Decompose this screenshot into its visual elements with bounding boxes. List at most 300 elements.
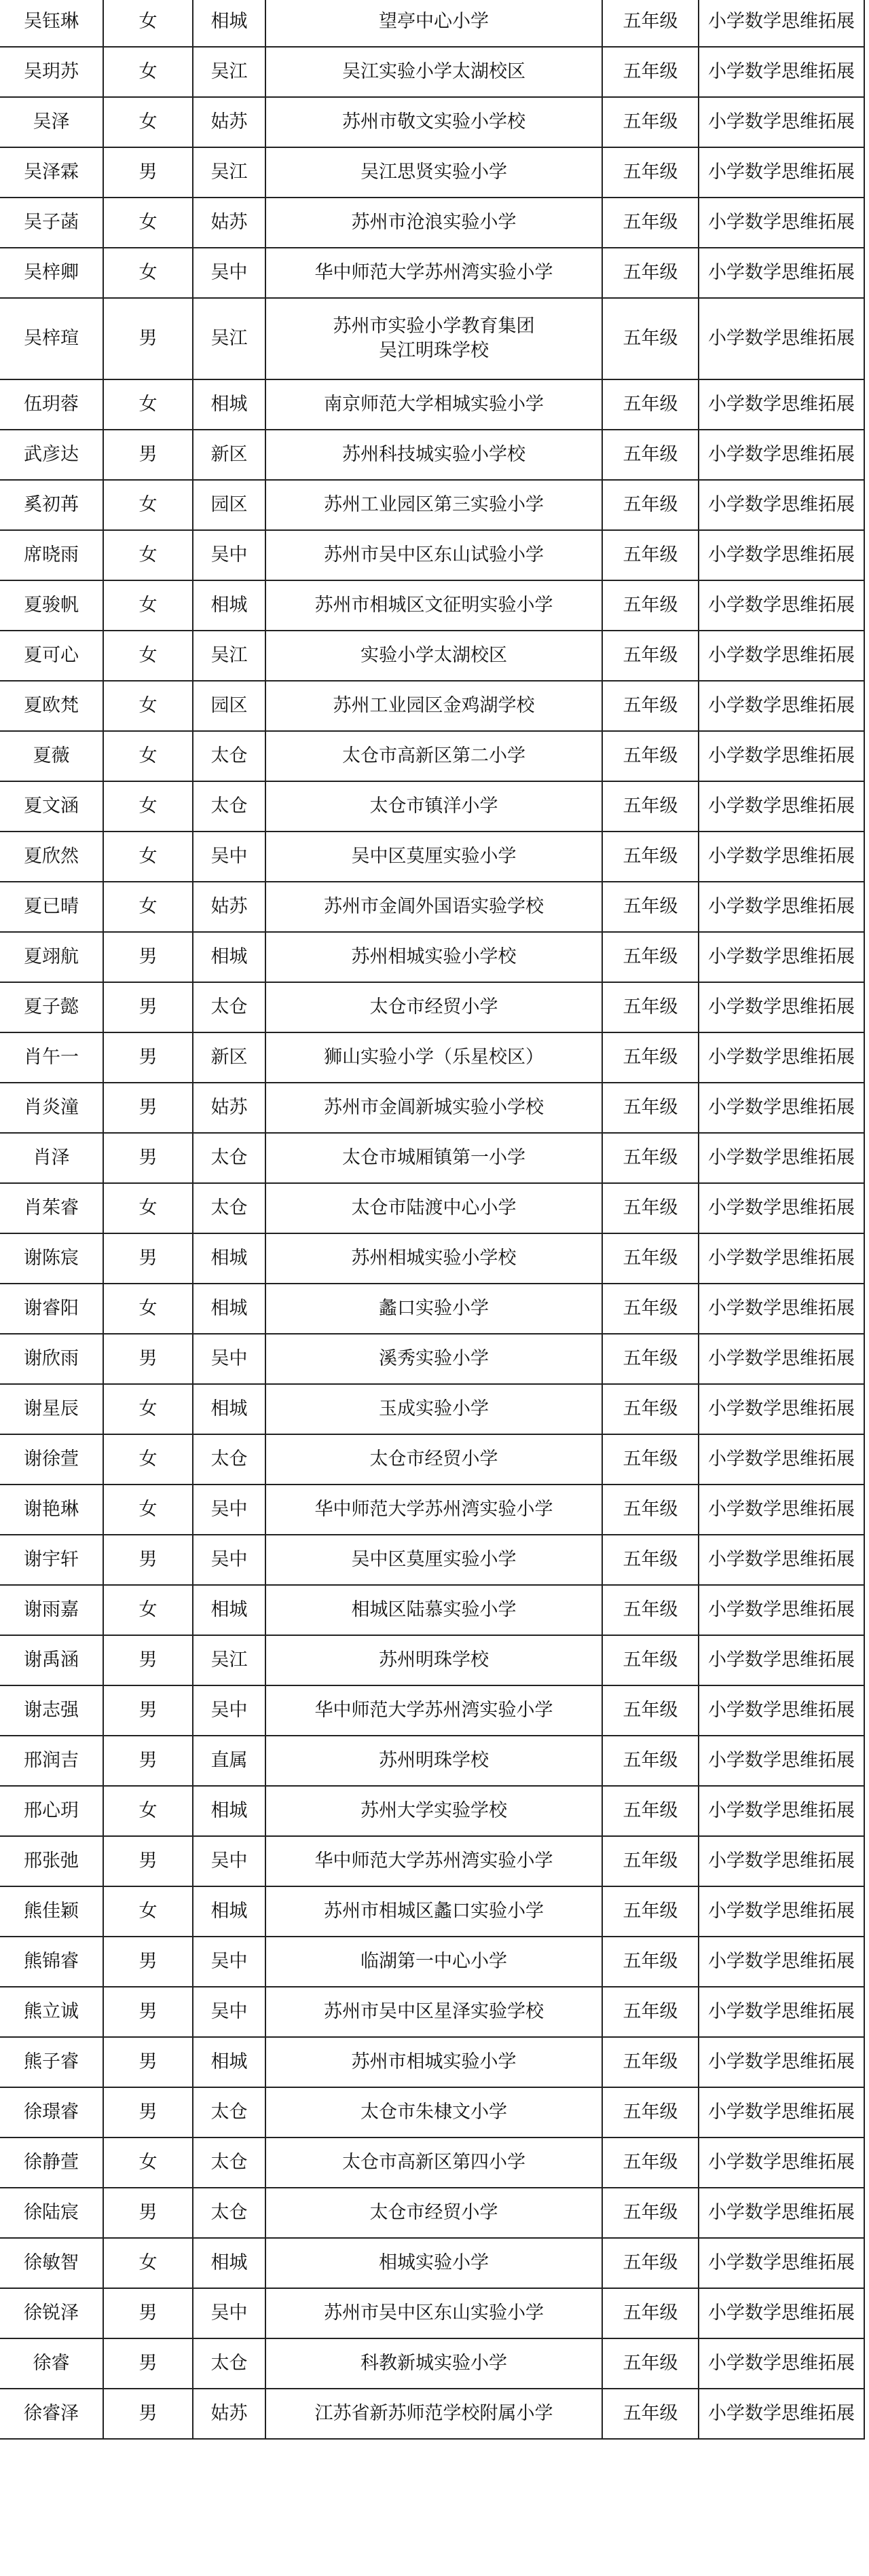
gender-cell: 男 xyxy=(103,430,193,480)
gender-cell: 男 xyxy=(103,1133,193,1183)
region-cell: 吴中 xyxy=(193,1987,265,2037)
region-cell: 吴中 xyxy=(193,1485,265,1535)
table-row xyxy=(0,1685,864,1736)
table-row xyxy=(0,2037,864,2087)
school-cell: 太仓市朱棣文小学 xyxy=(265,2087,602,2138)
region-cell: 吴江 xyxy=(193,47,265,97)
region-cell: 相城 xyxy=(193,1886,265,1937)
student-name-cell: 谢宇轩 xyxy=(0,1535,103,1585)
region-cell: 相城 xyxy=(193,2037,265,2087)
course-cell: 小学数学思维拓展 xyxy=(699,1535,864,1585)
gender-cell: 女 xyxy=(103,198,193,248)
student-name-cell: 谢艳琳 xyxy=(0,1485,103,1535)
course-cell: 小学数学思维拓展 xyxy=(699,1886,864,1937)
gender-cell: 女 xyxy=(103,379,193,430)
school-cell: 苏州市吴中区东山实验小学 xyxy=(265,2288,602,2338)
course-cell: 小学数学思维拓展 xyxy=(699,379,864,430)
grade-cell: 五年级 xyxy=(602,1736,699,1786)
region-cell: 姑苏 xyxy=(193,198,265,248)
grade-cell: 五年级 xyxy=(602,1987,699,2037)
school-cell: 太仓市陆渡中心小学 xyxy=(265,1183,602,1233)
student-name-cell: 肖泽 xyxy=(0,1133,103,1183)
table-row xyxy=(0,1183,864,1233)
grade-cell: 五年级 xyxy=(602,2087,699,2138)
gender-cell: 女 xyxy=(103,530,193,580)
region-cell: 太仓 xyxy=(193,982,265,1032)
course-cell: 小学数学思维拓展 xyxy=(699,2138,864,2188)
student-name-cell: 谢禹涵 xyxy=(0,1635,103,1685)
table-row xyxy=(0,1786,864,1836)
student-name-cell: 夏子懿 xyxy=(0,982,103,1032)
grade-cell: 五年级 xyxy=(602,2288,699,2338)
region-cell: 相城 xyxy=(193,1233,265,1284)
school-cell: 太仓市高新区第二小学 xyxy=(265,731,602,781)
grade-cell: 五年级 xyxy=(602,1635,699,1685)
course-cell: 小学数学思维拓展 xyxy=(699,2188,864,2238)
table-row xyxy=(0,379,864,430)
table-row xyxy=(0,580,864,631)
school-cell: 南京师范大学相城实验小学 xyxy=(265,379,602,430)
course-cell: 小学数学思维拓展 xyxy=(699,1083,864,1133)
school-cell: 苏州科技城实验小学校 xyxy=(265,430,602,480)
school-cell: 太仓市经贸小学 xyxy=(265,2188,602,2238)
table-row xyxy=(0,1937,864,1987)
school-cell: 太仓市镇洋小学 xyxy=(265,781,602,832)
grade-cell: 五年级 xyxy=(602,198,699,248)
student-name-cell: 席晓雨 xyxy=(0,530,103,580)
course-cell: 小学数学思维拓展 xyxy=(699,1485,864,1535)
region-cell: 相城 xyxy=(193,1585,265,1635)
table-row xyxy=(0,298,864,379)
school-cell: 苏州市相城实验小学 xyxy=(265,2037,602,2087)
course-cell: 小学数学思维拓展 xyxy=(699,430,864,480)
student-name-cell: 熊佳颖 xyxy=(0,1886,103,1937)
gender-cell: 女 xyxy=(103,1384,193,1434)
student-name-cell: 邢心玥 xyxy=(0,1786,103,1836)
gender-cell: 女 xyxy=(103,1886,193,1937)
student-name-cell: 徐睿泽 xyxy=(0,2389,103,2439)
gender-cell: 男 xyxy=(103,2087,193,2138)
table-row xyxy=(0,1485,864,1535)
gender-cell: 女 xyxy=(103,47,193,97)
region-cell: 园区 xyxy=(193,480,265,530)
school-cell: 吴中区莫厘实验小学 xyxy=(265,832,602,882)
region-cell: 园区 xyxy=(193,681,265,731)
school-cell: 苏州大学实验学校 xyxy=(265,1786,602,1836)
region-cell: 姑苏 xyxy=(193,882,265,932)
course-cell: 小学数学思维拓展 xyxy=(699,2087,864,2138)
course-cell: 小学数学思维拓展 xyxy=(699,1585,864,1635)
grade-cell: 五年级 xyxy=(602,248,699,298)
gender-cell: 男 xyxy=(103,932,193,982)
gender-cell: 男 xyxy=(103,1836,193,1886)
table-row xyxy=(0,1886,864,1937)
course-cell: 小学数学思维拓展 xyxy=(699,781,864,832)
table-row xyxy=(0,2238,864,2288)
student-name-cell: 谢睿阳 xyxy=(0,1284,103,1334)
school-cell: 吴江思贤实验小学 xyxy=(265,147,602,198)
table-row xyxy=(0,631,864,681)
grade-cell: 五年级 xyxy=(602,731,699,781)
region-cell: 吴中 xyxy=(193,248,265,298)
region-cell: 相城 xyxy=(193,1284,265,1334)
school-cell: 苏州市沧浪实验小学 xyxy=(265,198,602,248)
school-cell: 苏州市吴中区东山试验小学 xyxy=(265,530,602,580)
table-row xyxy=(0,2389,864,2439)
grade-cell: 五年级 xyxy=(602,1032,699,1083)
course-cell: 小学数学思维拓展 xyxy=(699,580,864,631)
course-cell: 小学数学思维拓展 xyxy=(699,1233,864,1284)
table-row xyxy=(0,248,864,298)
school-cell: 苏州市金阊外国语实验学校 xyxy=(265,882,602,932)
student-name-cell: 夏薇 xyxy=(0,731,103,781)
table-row xyxy=(0,47,864,97)
grade-cell: 五年级 xyxy=(602,1485,699,1535)
table-row xyxy=(0,731,864,781)
region-cell: 太仓 xyxy=(193,2338,265,2389)
grade-cell: 五年级 xyxy=(602,631,699,681)
student-name-cell: 吴钰琳 xyxy=(0,0,103,47)
school-cell: 苏州相城实验小学校 xyxy=(265,1233,602,1284)
table-row xyxy=(0,832,864,882)
gender-cell: 男 xyxy=(103,1987,193,2037)
student-name-cell: 夏可心 xyxy=(0,631,103,681)
table-row xyxy=(0,1987,864,2037)
student-name-cell: 夏文涵 xyxy=(0,781,103,832)
gender-cell: 男 xyxy=(103,2188,193,2238)
table-row xyxy=(0,1635,864,1685)
student-name-cell: 吴玥苏 xyxy=(0,47,103,97)
course-cell: 小学数学思维拓展 xyxy=(699,681,864,731)
table-row xyxy=(0,1133,864,1183)
school-cell: 狮山实验小学（乐星校区） xyxy=(265,1032,602,1083)
region-cell: 吴中 xyxy=(193,1334,265,1384)
student-name-cell: 徐睿 xyxy=(0,2338,103,2389)
school-cell: 苏州市实验小学教育集团 吴江明珠学校 xyxy=(265,298,602,379)
gender-cell: 女 xyxy=(103,882,193,932)
grade-cell: 五年级 xyxy=(602,2138,699,2188)
student-name-cell: 肖炎潼 xyxy=(0,1083,103,1133)
course-cell: 小学数学思维拓展 xyxy=(699,932,864,982)
gender-cell: 女 xyxy=(103,1585,193,1635)
course-cell: 小学数学思维拓展 xyxy=(699,1736,864,1786)
gender-cell: 女 xyxy=(103,248,193,298)
grade-cell: 五年级 xyxy=(602,1384,699,1434)
school-cell: 相城实验小学 xyxy=(265,2238,602,2288)
gender-cell: 女 xyxy=(103,681,193,731)
student-name-cell: 徐陆宸 xyxy=(0,2188,103,2238)
table-row xyxy=(0,1585,864,1635)
grade-cell: 五年级 xyxy=(602,2037,699,2087)
table-row xyxy=(0,982,864,1032)
school-cell: 华中师范大学苏州湾实验小学 xyxy=(265,1836,602,1886)
school-cell: 临湖第一中心小学 xyxy=(265,1937,602,1987)
region-cell: 姑苏 xyxy=(193,2389,265,2439)
region-cell: 太仓 xyxy=(193,2188,265,2238)
table-row xyxy=(0,1233,864,1284)
student-name-cell: 吴梓瑄 xyxy=(0,298,103,379)
gender-cell: 女 xyxy=(103,2138,193,2188)
course-cell: 小学数学思维拓展 xyxy=(699,2338,864,2389)
course-cell: 小学数学思维拓展 xyxy=(699,198,864,248)
student-name-cell: 邢张弛 xyxy=(0,1836,103,1886)
school-cell: 玉成实验小学 xyxy=(265,1384,602,1434)
table-row xyxy=(0,1736,864,1786)
table-row xyxy=(0,430,864,480)
student-name-cell: 肖茱睿 xyxy=(0,1183,103,1233)
gender-cell: 女 xyxy=(103,0,193,47)
gender-cell: 女 xyxy=(103,480,193,530)
student-name-cell: 肖午一 xyxy=(0,1032,103,1083)
course-cell: 小学数学思维拓展 xyxy=(699,882,864,932)
grade-cell: 五年级 xyxy=(602,47,699,97)
region-cell: 吴中 xyxy=(193,1836,265,1886)
region-cell: 太仓 xyxy=(193,731,265,781)
gender-cell: 女 xyxy=(103,832,193,882)
grade-cell: 五年级 xyxy=(602,2188,699,2238)
table-row xyxy=(0,1434,864,1485)
table-row xyxy=(0,1083,864,1133)
gender-cell: 男 xyxy=(103,1937,193,1987)
course-cell: 小学数学思维拓展 xyxy=(699,631,864,681)
school-cell: 太仓市经贸小学 xyxy=(265,982,602,1032)
gender-cell: 女 xyxy=(103,1434,193,1485)
school-cell: 科教新城实验小学 xyxy=(265,2338,602,2389)
grade-cell: 五年级 xyxy=(602,0,699,47)
region-cell: 相城 xyxy=(193,1384,265,1434)
region-cell: 太仓 xyxy=(193,781,265,832)
course-cell: 小学数学思维拓展 xyxy=(699,480,864,530)
grade-cell: 五年级 xyxy=(602,530,699,580)
school-cell: 苏州工业园区第三实验小学 xyxy=(265,480,602,530)
school-cell: 太仓市高新区第四小学 xyxy=(265,2138,602,2188)
school-cell: 吴江实验小学太湖校区 xyxy=(265,47,602,97)
gender-cell: 男 xyxy=(103,2288,193,2338)
school-cell: 吴中区莫厘实验小学 xyxy=(265,1535,602,1585)
table-row xyxy=(0,932,864,982)
grade-cell: 五年级 xyxy=(602,580,699,631)
table-row xyxy=(0,2188,864,2238)
student-name-cell: 夏翊航 xyxy=(0,932,103,982)
table-row xyxy=(0,530,864,580)
course-cell: 小学数学思维拓展 xyxy=(699,1183,864,1233)
school-cell: 望亭中心小学 xyxy=(265,0,602,47)
student-name-cell: 谢志强 xyxy=(0,1685,103,1736)
student-name-cell: 徐敏智 xyxy=(0,2238,103,2288)
table-row xyxy=(0,2087,864,2138)
student-name-cell: 吴泽霖 xyxy=(0,147,103,198)
table-row xyxy=(0,1535,864,1585)
grade-cell: 五年级 xyxy=(602,1585,699,1635)
student-name-cell: 徐璟睿 xyxy=(0,2087,103,2138)
course-cell: 小学数学思维拓展 xyxy=(699,2037,864,2087)
student-name-cell: 熊立诚 xyxy=(0,1987,103,2037)
student-name-cell: 谢徐萱 xyxy=(0,1434,103,1485)
course-cell: 小学数学思维拓展 xyxy=(699,1635,864,1685)
gender-cell: 男 xyxy=(103,1635,193,1685)
grade-cell: 五年级 xyxy=(602,781,699,832)
student-name-cell: 邢润吉 xyxy=(0,1736,103,1786)
course-cell: 小学数学思维拓展 xyxy=(699,1685,864,1736)
course-cell: 小学数学思维拓展 xyxy=(699,97,864,147)
course-cell: 小学数学思维拓展 xyxy=(699,2288,864,2338)
gender-cell: 男 xyxy=(103,1233,193,1284)
gender-cell: 男 xyxy=(103,2389,193,2439)
student-name-cell: 谢雨嘉 xyxy=(0,1585,103,1635)
region-cell: 太仓 xyxy=(193,1133,265,1183)
region-cell: 相城 xyxy=(193,0,265,47)
school-cell: 苏州市吴中区星泽实验学校 xyxy=(265,1987,602,2037)
school-cell: 苏州市相城区文征明实验小学 xyxy=(265,580,602,631)
grade-cell: 五年级 xyxy=(602,1133,699,1183)
student-name-cell: 武彦达 xyxy=(0,430,103,480)
student-name-cell: 吴子菡 xyxy=(0,198,103,248)
grade-cell: 五年级 xyxy=(602,480,699,530)
gender-cell: 男 xyxy=(103,1535,193,1585)
region-cell: 吴中 xyxy=(193,1685,265,1736)
course-cell: 小学数学思维拓展 xyxy=(699,47,864,97)
grade-cell: 五年级 xyxy=(602,2238,699,2288)
region-cell: 吴江 xyxy=(193,631,265,681)
grade-cell: 五年级 xyxy=(602,379,699,430)
region-cell: 吴中 xyxy=(193,1937,265,1987)
grade-cell: 五年级 xyxy=(602,932,699,982)
grade-cell: 五年级 xyxy=(602,882,699,932)
school-cell: 苏州市敬文实验小学校 xyxy=(265,97,602,147)
student-name-cell: 夏欣然 xyxy=(0,832,103,882)
grade-cell: 五年级 xyxy=(602,2389,699,2439)
student-name-cell: 奚初苒 xyxy=(0,480,103,530)
grade-cell: 五年级 xyxy=(602,1886,699,1937)
school-cell: 太仓市经贸小学 xyxy=(265,1434,602,1485)
table-row xyxy=(0,882,864,932)
region-cell: 相城 xyxy=(193,1786,265,1836)
student-name-cell: 伍玥蓉 xyxy=(0,379,103,430)
gender-cell: 女 xyxy=(103,631,193,681)
school-cell: 华中师范大学苏州湾实验小学 xyxy=(265,1685,602,1736)
course-cell: 小学数学思维拓展 xyxy=(699,0,864,47)
grade-cell: 五年级 xyxy=(602,1083,699,1133)
gender-cell: 男 xyxy=(103,147,193,198)
school-cell: 苏州工业园区金鸡湖学校 xyxy=(265,681,602,731)
region-cell: 相城 xyxy=(193,580,265,631)
gender-cell: 男 xyxy=(103,1685,193,1736)
gender-cell: 男 xyxy=(103,2037,193,2087)
table-row xyxy=(0,198,864,248)
grade-cell: 五年级 xyxy=(602,1836,699,1886)
table-row xyxy=(0,2338,864,2389)
course-cell: 小学数学思维拓展 xyxy=(699,832,864,882)
course-cell: 小学数学思维拓展 xyxy=(699,1786,864,1836)
grade-cell: 五年级 xyxy=(602,1183,699,1233)
region-cell: 太仓 xyxy=(193,1434,265,1485)
school-cell: 苏州市相城区蠡口实验小学 xyxy=(265,1886,602,1937)
table-row xyxy=(0,147,864,198)
grade-cell: 五年级 xyxy=(602,1334,699,1384)
course-cell: 小学数学思维拓展 xyxy=(699,731,864,781)
course-cell: 小学数学思维拓展 xyxy=(699,1133,864,1183)
course-cell: 小学数学思维拓展 xyxy=(699,147,864,198)
grade-cell: 五年级 xyxy=(602,681,699,731)
school-cell: 实验小学太湖校区 xyxy=(265,631,602,681)
course-cell: 小学数学思维拓展 xyxy=(699,1937,864,1987)
school-cell: 苏州市金阊新城实验小学校 xyxy=(265,1083,602,1133)
region-cell: 吴中 xyxy=(193,2288,265,2338)
course-cell: 小学数学思维拓展 xyxy=(699,2389,864,2439)
school-cell: 华中师范大学苏州湾实验小学 xyxy=(265,1485,602,1535)
region-cell: 吴中 xyxy=(193,530,265,580)
grade-cell: 五年级 xyxy=(602,982,699,1032)
school-cell: 太仓市城厢镇第一小学 xyxy=(265,1133,602,1183)
course-cell: 小学数学思维拓展 xyxy=(699,1334,864,1384)
student-name-cell: 吴梓卿 xyxy=(0,248,103,298)
table-row xyxy=(0,2288,864,2338)
grade-cell: 五年级 xyxy=(602,832,699,882)
grade-cell: 五年级 xyxy=(602,2338,699,2389)
region-cell: 相城 xyxy=(193,932,265,982)
gender-cell: 女 xyxy=(103,1485,193,1535)
grade-cell: 五年级 xyxy=(602,430,699,480)
course-cell: 小学数学思维拓展 xyxy=(699,2238,864,2288)
student-name-cell: 谢星辰 xyxy=(0,1384,103,1434)
table-row xyxy=(0,1284,864,1334)
student-name-cell: 熊子睿 xyxy=(0,2037,103,2087)
school-cell: 江苏省新苏师范学校附属小学 xyxy=(265,2389,602,2439)
school-cell: 华中师范大学苏州湾实验小学 xyxy=(265,248,602,298)
gender-cell: 男 xyxy=(103,2338,193,2389)
region-cell: 吴江 xyxy=(193,147,265,198)
course-cell: 小学数学思维拓展 xyxy=(699,298,864,379)
course-cell: 小学数学思维拓展 xyxy=(699,1836,864,1886)
student-name-cell: 夏已晴 xyxy=(0,882,103,932)
student-name-cell: 夏欧梵 xyxy=(0,681,103,731)
course-cell: 小学数学思维拓展 xyxy=(699,248,864,298)
table-row xyxy=(0,781,864,832)
grade-cell: 五年级 xyxy=(602,1685,699,1736)
course-cell: 小学数学思维拓展 xyxy=(699,1987,864,2037)
grade-cell: 五年级 xyxy=(602,1284,699,1334)
table-row xyxy=(0,1836,864,1886)
table-row xyxy=(0,1384,864,1434)
grade-cell: 五年级 xyxy=(602,1535,699,1585)
table-row xyxy=(0,2138,864,2188)
gender-cell: 男 xyxy=(103,1083,193,1133)
grade-cell: 五年级 xyxy=(602,1937,699,1987)
student-name-cell: 熊锦睿 xyxy=(0,1937,103,1987)
course-cell: 小学数学思维拓展 xyxy=(699,1384,864,1434)
region-cell: 直属 xyxy=(193,1736,265,1786)
course-cell: 小学数学思维拓展 xyxy=(699,982,864,1032)
region-cell: 新区 xyxy=(193,430,265,480)
gender-cell: 女 xyxy=(103,731,193,781)
gender-cell: 女 xyxy=(103,2238,193,2288)
table-row xyxy=(0,1032,864,1083)
gender-cell: 女 xyxy=(103,781,193,832)
region-cell: 吴中 xyxy=(193,832,265,882)
course-cell: 小学数学思维拓展 xyxy=(699,1434,864,1485)
region-cell: 相城 xyxy=(193,2238,265,2288)
grade-cell: 五年级 xyxy=(602,1233,699,1284)
gender-cell: 男 xyxy=(103,1334,193,1384)
course-cell: 小学数学思维拓展 xyxy=(699,1032,864,1083)
region-cell: 太仓 xyxy=(193,2087,265,2138)
region-cell: 吴中 xyxy=(193,1535,265,1585)
region-cell: 新区 xyxy=(193,1032,265,1083)
school-cell: 蠡口实验小学 xyxy=(265,1284,602,1334)
student-name-cell: 谢欣雨 xyxy=(0,1334,103,1384)
student-name-cell: 夏骏帆 xyxy=(0,580,103,631)
grade-cell: 五年级 xyxy=(602,1434,699,1485)
